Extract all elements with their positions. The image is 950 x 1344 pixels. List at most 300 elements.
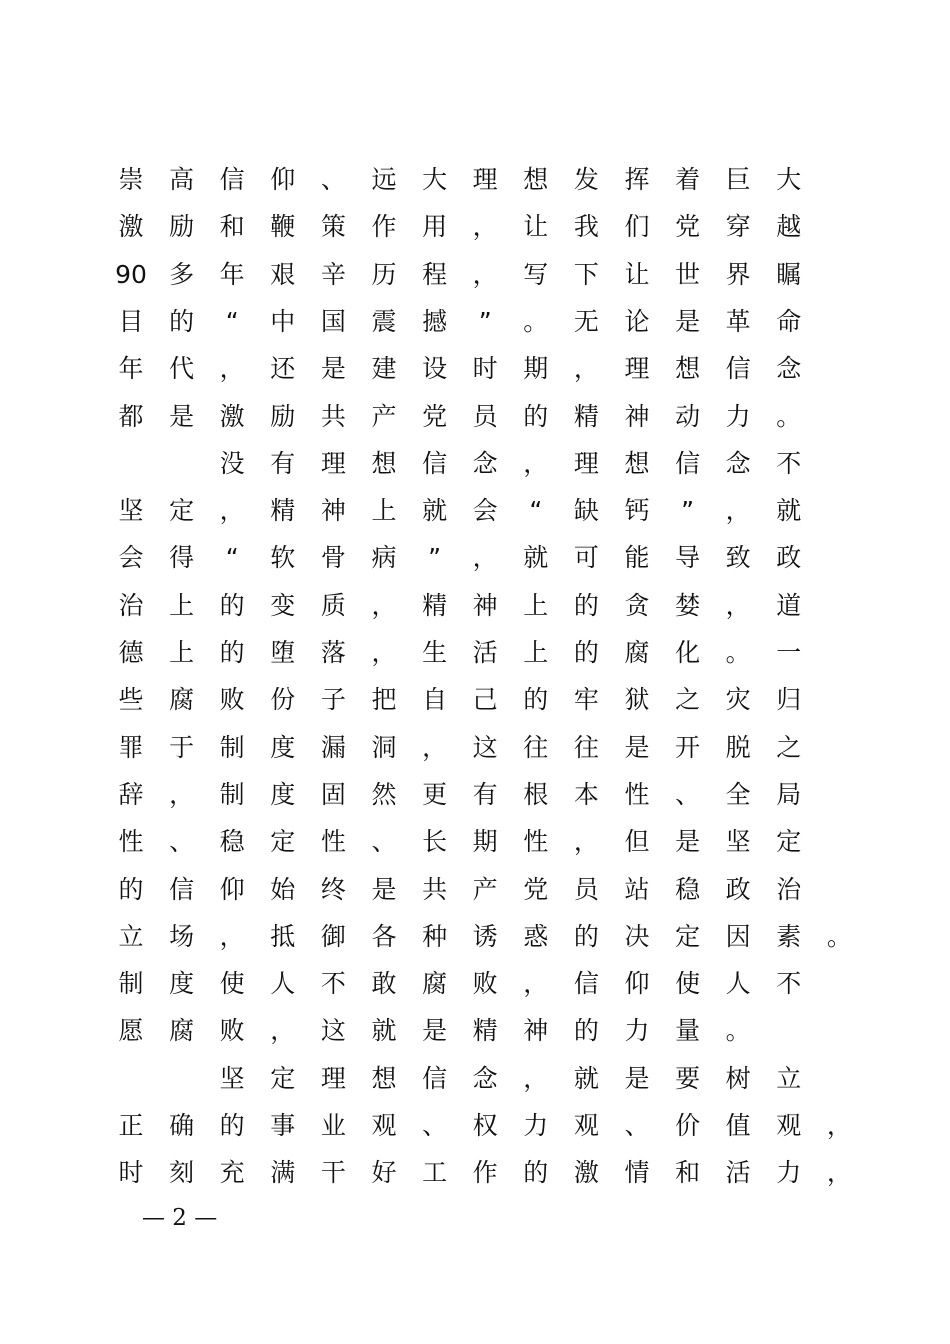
text-char: 、 xyxy=(169,827,195,857)
text-char: 权 xyxy=(472,1111,498,1140)
text-char: 。 xyxy=(826,921,852,951)
text-char: 就 xyxy=(523,543,549,573)
text-char: 人 xyxy=(725,969,751,999)
text-char: 的 xyxy=(219,590,245,620)
text-char: ， xyxy=(169,779,195,809)
text-char: 艰 xyxy=(270,259,296,289)
text-char: 敢 xyxy=(371,969,397,999)
text-char: 稳 xyxy=(219,827,245,857)
text-char: 精 xyxy=(422,590,448,620)
text-char: 治 xyxy=(118,590,144,620)
text-char: 树 xyxy=(725,1063,751,1093)
text-char: ， xyxy=(219,496,245,526)
text-char: ， xyxy=(725,496,751,526)
text-char: ” xyxy=(428,543,442,573)
text-char: 革 xyxy=(725,306,751,336)
text-char: ， xyxy=(523,969,549,999)
text-char: ， xyxy=(725,590,751,620)
text-char: 作 xyxy=(371,212,397,242)
text-char: 败 xyxy=(219,1016,245,1046)
text-char: 理 xyxy=(472,165,498,194)
text-char: 度 xyxy=(169,969,195,999)
text-char: 们 xyxy=(624,212,650,242)
text-char: 漏 xyxy=(320,732,346,762)
text-char: 量 xyxy=(675,1016,701,1046)
text-char: 这 xyxy=(472,732,498,762)
text-char: 发 xyxy=(573,165,599,194)
text-char: 腐 xyxy=(169,1016,195,1046)
text-char: 精 xyxy=(472,1016,498,1046)
text-char: 份 xyxy=(270,685,296,715)
text-char: 的 xyxy=(573,638,599,667)
text-char: 种 xyxy=(422,921,448,951)
text-char: 要 xyxy=(675,1063,701,1093)
text-char: 使 xyxy=(675,969,701,999)
text-char: 的 xyxy=(169,306,195,336)
text-char: 信 xyxy=(422,448,448,478)
text-char: 信 xyxy=(169,874,195,904)
text-char: 理 xyxy=(573,448,599,478)
text-char: 是 xyxy=(320,354,346,384)
text-char: 让 xyxy=(523,212,549,242)
text-char: 德 xyxy=(118,638,144,667)
text-char: 制 xyxy=(219,779,245,809)
text-char: 共 xyxy=(422,874,448,904)
text-char: 震 xyxy=(371,306,397,336)
text-char: 生 xyxy=(422,638,448,667)
text-char: 激 xyxy=(219,401,245,431)
text-char: 一 xyxy=(776,638,802,667)
text-char: 贪 xyxy=(624,590,650,620)
text-char: 的 xyxy=(118,874,144,904)
text-char: 和 xyxy=(219,212,245,242)
text-char: 、 xyxy=(675,779,701,809)
text-char: 念 xyxy=(776,354,802,384)
text-char: 不 xyxy=(320,969,346,999)
text-char: 始 xyxy=(270,874,296,904)
text-char: 的 xyxy=(573,921,599,951)
text-char: 这 xyxy=(320,1016,346,1046)
text-char: 立 xyxy=(776,1063,802,1093)
text-char: 想 xyxy=(523,165,549,194)
text-char: ， xyxy=(371,590,397,620)
text-char: 政 xyxy=(725,874,751,904)
text-char: 激 xyxy=(118,212,144,242)
text-char: 把 xyxy=(371,685,397,715)
text-char: 、 xyxy=(320,165,346,194)
text-char: 是 xyxy=(624,732,650,762)
text-char: ， xyxy=(219,921,245,951)
text-char: 自 xyxy=(422,685,448,715)
text-char: 定 xyxy=(270,827,296,857)
text-char: 不 xyxy=(776,448,802,478)
text-char: 上 xyxy=(523,638,549,667)
text-char: 论 xyxy=(624,306,650,336)
text-char: 代 xyxy=(169,354,195,384)
text-char: 期 xyxy=(523,354,549,384)
text-char: 是 xyxy=(371,874,397,904)
text-char: 充 xyxy=(219,1158,245,1188)
text-char: 稳 xyxy=(675,874,701,904)
text-char: 产 xyxy=(472,874,498,904)
text-char: ， xyxy=(472,212,498,242)
text-char: 愿 xyxy=(118,1016,144,1046)
text-char: 败 xyxy=(219,685,245,715)
text-char: 观 xyxy=(573,1111,599,1140)
text-char: 神 xyxy=(523,1016,549,1046)
text-char: 己 xyxy=(472,685,498,715)
text-char: 想 xyxy=(371,1063,397,1093)
text-char: 惑 xyxy=(523,921,549,951)
text-char: 员 xyxy=(573,874,599,904)
text-char: 婪 xyxy=(675,590,701,620)
text-char: 的 xyxy=(523,685,549,715)
text-char: 场 xyxy=(169,921,195,951)
text-char: 信 xyxy=(219,165,245,194)
text-char: 策 xyxy=(320,212,346,242)
text-char: 大 xyxy=(776,165,802,194)
text-char: 灾 xyxy=(725,685,751,715)
text-char: 的 xyxy=(219,1111,245,1140)
text-char: 想 xyxy=(371,448,397,478)
text-char: 无 xyxy=(573,306,599,336)
text-char: 些 xyxy=(118,685,144,715)
text-char: 归 xyxy=(776,685,802,715)
text-char: ， xyxy=(422,732,448,762)
text-char: 固 xyxy=(320,779,346,809)
text-char: 狱 xyxy=(624,685,650,715)
text-char: 辛 xyxy=(320,259,346,289)
text-char: 、 xyxy=(371,827,397,857)
text-char: 事 xyxy=(270,1111,296,1140)
text-char: 质 xyxy=(320,590,346,620)
text-char: 念 xyxy=(472,1063,498,1093)
text-char: 道 xyxy=(776,590,802,620)
text-char: 导 xyxy=(675,543,701,573)
text-char: 。 xyxy=(725,1016,751,1046)
text-char: 立 xyxy=(118,921,144,951)
text-char: 因 xyxy=(725,921,751,951)
text-char: 界 xyxy=(725,259,751,289)
text-char: 制 xyxy=(118,969,144,999)
text-char: 于 xyxy=(169,732,195,762)
text-char: 业 xyxy=(320,1111,346,1140)
text-char: 长 xyxy=(422,827,448,857)
text-char: 局 xyxy=(776,779,802,809)
text-char: 罪 xyxy=(118,732,144,762)
text-char: 越 xyxy=(776,212,802,242)
text-char: 定 xyxy=(776,827,802,857)
text-char: 党 xyxy=(422,401,448,431)
text-char: 是 xyxy=(624,1063,650,1093)
text-char: 度 xyxy=(270,732,296,762)
text-char: ， xyxy=(826,1158,852,1188)
text-char: 仰 xyxy=(624,969,650,999)
text-char: 神 xyxy=(624,401,650,431)
text-char: 理 xyxy=(624,354,650,384)
text-char: 腐 xyxy=(422,969,448,999)
text-char: 缺 xyxy=(573,496,599,526)
text-char: 神 xyxy=(320,496,346,526)
text-char: 目 xyxy=(118,306,144,336)
text-char: 写 xyxy=(523,259,549,289)
text-char: 性 xyxy=(118,827,144,857)
text-char: 年 xyxy=(118,354,144,384)
text-char: 是 xyxy=(169,401,195,431)
text-char: 着 xyxy=(675,165,701,194)
text-char: 作 xyxy=(472,1158,498,1188)
text-char: 程 xyxy=(422,259,448,289)
text-char: 信 xyxy=(725,354,751,384)
text-char: 理 xyxy=(320,1063,346,1093)
text-char: 抵 xyxy=(270,921,296,951)
text-char: 多 xyxy=(169,259,195,289)
text-char: 钙 xyxy=(624,496,650,526)
text-char: 信 xyxy=(675,448,701,478)
text-char: 是 xyxy=(675,827,701,857)
text-char: 刻 xyxy=(169,1158,195,1188)
text-char: 历 xyxy=(371,259,397,289)
text-char: 。 xyxy=(523,306,549,336)
text-char: 观 xyxy=(371,1111,397,1140)
text-char: 就 xyxy=(422,496,448,526)
text-char: 鞭 xyxy=(270,212,296,242)
text-char: 仰 xyxy=(219,874,245,904)
text-char: 堕 xyxy=(270,638,296,667)
text-char: 致 xyxy=(725,543,751,573)
text-char: 本 xyxy=(573,779,599,809)
text-char: 年 xyxy=(219,259,245,289)
text-char: 会 xyxy=(118,543,144,573)
text-char: 各 xyxy=(371,921,397,951)
text-char: 中 xyxy=(270,306,296,336)
text-char: 、 xyxy=(422,1111,448,1140)
text-char: 软 xyxy=(270,543,296,573)
text-char: 腐 xyxy=(624,638,650,667)
text-char: 。 xyxy=(776,401,802,431)
text-char: “ xyxy=(225,543,239,573)
text-char: “ xyxy=(529,496,543,526)
text-char: 还 xyxy=(270,354,296,384)
text-char: 站 xyxy=(624,874,650,904)
text-char: 治 xyxy=(776,874,802,904)
text-char: “ xyxy=(225,306,239,336)
text-char: 高 xyxy=(169,165,195,194)
text-char: 观 xyxy=(776,1111,802,1140)
text-char: 的 xyxy=(573,590,599,620)
text-char: 上 xyxy=(371,496,397,526)
text-char: 和 xyxy=(675,1158,701,1188)
text-char: 世 xyxy=(675,259,701,289)
text-char: 定 xyxy=(169,496,195,526)
text-char: 力 xyxy=(624,1016,650,1046)
text-char: 都 xyxy=(118,401,144,431)
text-char: ， xyxy=(472,543,498,573)
text-char: 力 xyxy=(523,1111,549,1140)
text-char: 是 xyxy=(422,1016,448,1046)
text-char: 上 xyxy=(169,638,195,667)
text-char: 有 xyxy=(472,779,498,809)
text-char: 的 xyxy=(219,638,245,667)
text-char: ， xyxy=(270,1016,296,1046)
text-char: 制 xyxy=(219,732,245,762)
text-char: 价 xyxy=(675,1111,701,1140)
text-char: 坚 xyxy=(725,827,751,857)
text-char: 值 xyxy=(725,1111,751,1140)
text-char: 建 xyxy=(371,354,397,384)
text-char: 力 xyxy=(776,1158,802,1188)
text-char: 能 xyxy=(624,543,650,573)
text-char: 之 xyxy=(675,685,701,715)
text-char: 有 xyxy=(270,448,296,478)
text-char: 下 xyxy=(573,259,599,289)
text-char: 落 xyxy=(320,638,346,667)
text-char: ， xyxy=(472,259,498,289)
text-char: ， xyxy=(826,1111,852,1140)
text-char: ， xyxy=(573,354,599,384)
text-char: 的 xyxy=(523,401,549,431)
text-char: 没 xyxy=(219,448,245,478)
text-char: 牢 xyxy=(573,685,599,715)
text-char: 决 xyxy=(624,921,650,951)
text-char: 我 xyxy=(573,212,599,242)
text-char: ， xyxy=(573,827,599,857)
text-char: 时 xyxy=(472,354,498,384)
text-char: 坚 xyxy=(219,1063,245,1093)
text-char: ” xyxy=(681,496,695,526)
text-char: 远 xyxy=(371,165,397,194)
text-char: 开 xyxy=(675,732,701,762)
text-char: 往 xyxy=(573,732,599,762)
text-char: 情 xyxy=(624,1158,650,1188)
text-char: 根 xyxy=(523,779,549,809)
text-char: 的 xyxy=(573,1016,599,1046)
text-char: ， xyxy=(219,354,245,384)
text-char: 变 xyxy=(270,590,296,620)
text-char: ， xyxy=(523,1063,549,1093)
text-char: ， xyxy=(371,638,397,667)
text-char: 性 xyxy=(624,779,650,809)
text-char: 的 xyxy=(523,1158,549,1188)
page-number: — 2 — xyxy=(142,1205,218,1231)
text-char: 动 xyxy=(675,401,701,431)
text-char: 念 xyxy=(472,448,498,478)
text-char: 、 xyxy=(624,1111,650,1140)
text-char: 崇 xyxy=(118,165,144,194)
text-char: 性 xyxy=(523,827,549,857)
text-char: 得 xyxy=(169,543,195,573)
text-char: 90 xyxy=(115,259,147,289)
text-char: 神 xyxy=(472,590,498,620)
text-char: 骨 xyxy=(320,543,346,573)
text-char: 仰 xyxy=(270,165,296,194)
text-char: 干 xyxy=(320,1158,346,1188)
text-char: 度 xyxy=(270,779,296,809)
text-char: 精 xyxy=(573,401,599,431)
text-char: 但 xyxy=(624,827,650,857)
text-char: 励 xyxy=(270,401,296,431)
text-char: 国 xyxy=(320,306,346,336)
text-char: 败 xyxy=(472,969,498,999)
text-char: 上 xyxy=(523,590,549,620)
text-char: 员 xyxy=(472,401,498,431)
text-char: 确 xyxy=(169,1111,195,1140)
text-char: ” xyxy=(478,306,492,336)
text-char: 性 xyxy=(320,827,346,857)
text-char: 精 xyxy=(270,496,296,526)
text-char: 满 xyxy=(270,1158,296,1188)
text-char: 巨 xyxy=(725,165,751,194)
text-char: 时 xyxy=(118,1158,144,1188)
text-char: 激 xyxy=(573,1158,599,1188)
text-char: 想 xyxy=(675,354,701,384)
text-char: 上 xyxy=(169,590,195,620)
text-char: 期 xyxy=(472,827,498,857)
text-char: 就 xyxy=(776,496,802,526)
text-char: 不 xyxy=(776,969,802,999)
text-char: 终 xyxy=(320,874,346,904)
text-char: 工 xyxy=(422,1158,448,1188)
text-char: 是 xyxy=(675,306,701,336)
text-char: 撼 xyxy=(422,306,448,336)
text-char: 信 xyxy=(422,1063,448,1093)
text-char: 共 xyxy=(320,401,346,431)
text-char: 大 xyxy=(422,165,448,194)
text-char: 定 xyxy=(270,1063,296,1093)
text-char: 想 xyxy=(624,448,650,478)
text-char: 辞 xyxy=(118,779,144,809)
text-char: 励 xyxy=(169,212,195,242)
text-char: 全 xyxy=(725,779,751,809)
text-char: 瞩 xyxy=(776,259,802,289)
text-char: 子 xyxy=(320,685,346,715)
text-char: 洞 xyxy=(371,732,397,762)
text-char: 就 xyxy=(371,1016,397,1046)
text-char: 之 xyxy=(776,732,802,762)
text-char: ， xyxy=(523,448,549,478)
text-char: 用 xyxy=(422,212,448,242)
text-char: 信 xyxy=(573,969,599,999)
text-char: 御 xyxy=(320,921,346,951)
text-char: 更 xyxy=(422,779,448,809)
text-char: 然 xyxy=(371,779,397,809)
text-char: 可 xyxy=(573,543,599,573)
text-char: 力 xyxy=(725,401,751,431)
text-char: 病 xyxy=(371,543,397,573)
text-char: 挥 xyxy=(624,165,650,194)
text-char: 党 xyxy=(523,874,549,904)
text-char: 活 xyxy=(725,1158,751,1188)
text-char: 命 xyxy=(776,306,802,336)
text-char: 诱 xyxy=(472,921,498,951)
text-char: 设 xyxy=(422,354,448,384)
text-char: 会 xyxy=(472,496,498,526)
text-char: 穿 xyxy=(725,212,751,242)
text-char: 好 xyxy=(371,1158,397,1188)
text-char: 人 xyxy=(270,969,296,999)
text-char: 使 xyxy=(219,969,245,999)
text-char: 化 xyxy=(675,638,701,667)
text-char: 正 xyxy=(118,1111,144,1140)
text-char: 往 xyxy=(523,732,549,762)
text-char: 腐 xyxy=(169,685,195,715)
text-char: 定 xyxy=(675,921,701,951)
text-char: 坚 xyxy=(118,496,144,526)
text-char: 理 xyxy=(320,448,346,478)
text-char: 念 xyxy=(725,448,751,478)
text-char: 党 xyxy=(675,212,701,242)
text-char: 让 xyxy=(624,259,650,289)
